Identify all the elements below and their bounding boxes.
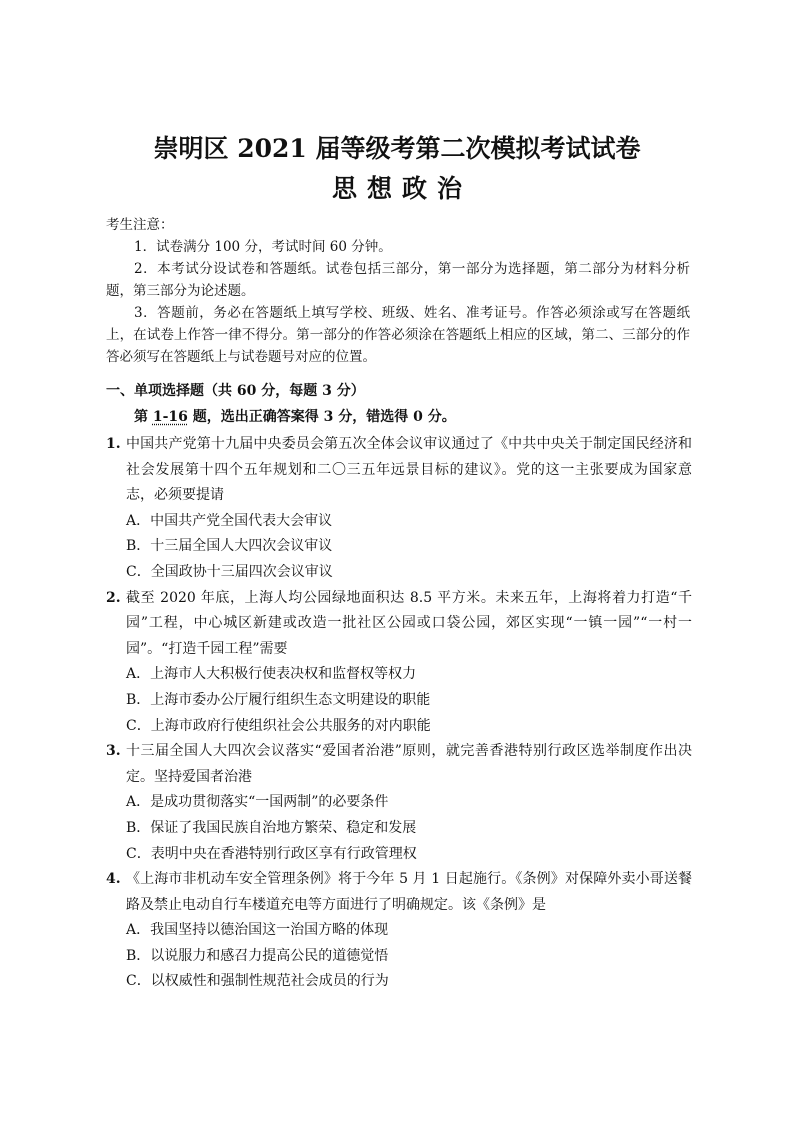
question-stem <box>106 739 692 790</box>
question-2 <box>106 586 692 740</box>
question-number: 1. <box>106 436 121 452</box>
question-option: C．全国政协十三届四次会议审议 <box>126 563 333 580</box>
question-list <box>106 432 692 995</box>
question-option: C．表明中央在香港特别行政区享有行政管理权 <box>126 845 417 862</box>
question-option: C．上海市政府行使组织社会公共服务的对内职能 <box>126 717 431 734</box>
section-one <box>106 378 690 430</box>
question-option: A．中国共产党全国代表大会审议 <box>126 512 333 529</box>
question-option: A．是成功贯彻落实“一国两制”的必要条件 <box>126 794 389 811</box>
question-3 <box>106 739 692 867</box>
question-option: A．我国坚持以德治国这一治国方略的体现 <box>126 922 389 939</box>
question-option: B．上海市委办公厅履行组织生态文明建设的职能 <box>126 691 431 708</box>
question-number: 2. <box>106 589 121 606</box>
question-stem <box>106 432 692 509</box>
page-title: 崇明区 2021 届等级考第二次模拟考试试卷 <box>153 134 641 163</box>
question-option: B．保证了我国民族自治地方繁荣、稳定和发展 <box>126 819 417 836</box>
instruction-range: 1-16 <box>152 409 188 425</box>
notice-item: 2．本考试分设试卷和答题纸。试卷包括三部分，第一部分为选择题，第二部分为材料分析题，第三部分为论述题。 <box>106 261 690 299</box>
question-1 <box>106 432 692 586</box>
question-option: C．以权威性和强制性规范社会成员的行为 <box>126 973 389 990</box>
question-text: 十三届全国人大四次会议落实“爱国者治港”原则，就完善香港特别行政区选举制度作出决定。坚持爱国者治港 <box>126 743 692 785</box>
question-text: 截至 2020 年底，上海人均公园绿地面积达 8.5 平方米。未来五年，上海将着力打造“千园”工程，中心城区新建或改造一批社区公园或口袋公园，郊区实现“一镇一园”“一村一园”。“打造千园工程”需要 <box>126 589 692 657</box>
notice-heading: 考生注意： <box>106 217 174 233</box>
question-number: 4. <box>106 871 121 888</box>
exam-notice <box>106 214 690 368</box>
notice-item: 1．试卷满分 100 分，考试时间 60 分钟。 <box>134 239 392 255</box>
question-text: 《上海市非机动车安全管理条例》将于今年 5 月 1 日起施行。《条例》对保障外卖小哥送餐路及禁止电动自行车楼道充电等方面进行了明确规定。该《条例》是 <box>126 871 692 913</box>
question-stem <box>106 586 692 663</box>
question-text: 中国共产党第十九届中央委员会第五次全体会议审议通过了《中共中央关于制定国民经济和社会发展第十四个五年规划和二〇三五年远景目标的建议》。党的这一主张要成为国家意志，必须要提请 <box>126 436 692 504</box>
question-option: A．上海市人大积极行使表决权和监督权等权力 <box>126 666 417 683</box>
instruction-prefix: 第 <box>134 409 153 425</box>
notice-item: 3．答题前，务必在答题纸上填写学校、班级、姓名、准考证号。作答必须涂或写在答题纸上，在试卷上作答一律不得分。第一部分的作答必须涂在答题纸上相应的区域，第二、三部分的作答必须写在答题纸上与试卷题号对应的位置。 <box>106 305 690 365</box>
section-instruction <box>106 404 690 430</box>
question-option: B．以说服力和感召力提高公民的道德觉悟 <box>126 947 389 964</box>
instruction-suffix: 题，选出正确答案得 3 分，错选得 0 分。 <box>187 409 456 425</box>
section-heading: 一、单项选择题（共 60 分，每题 3 分） <box>106 383 365 399</box>
question-number: 3. <box>106 743 121 760</box>
question-option: B．十三届全国人大四次会议审议 <box>126 538 333 555</box>
subject-title: 思想政治 <box>331 174 472 203</box>
question-stem <box>106 867 692 918</box>
question-4 <box>106 867 692 995</box>
